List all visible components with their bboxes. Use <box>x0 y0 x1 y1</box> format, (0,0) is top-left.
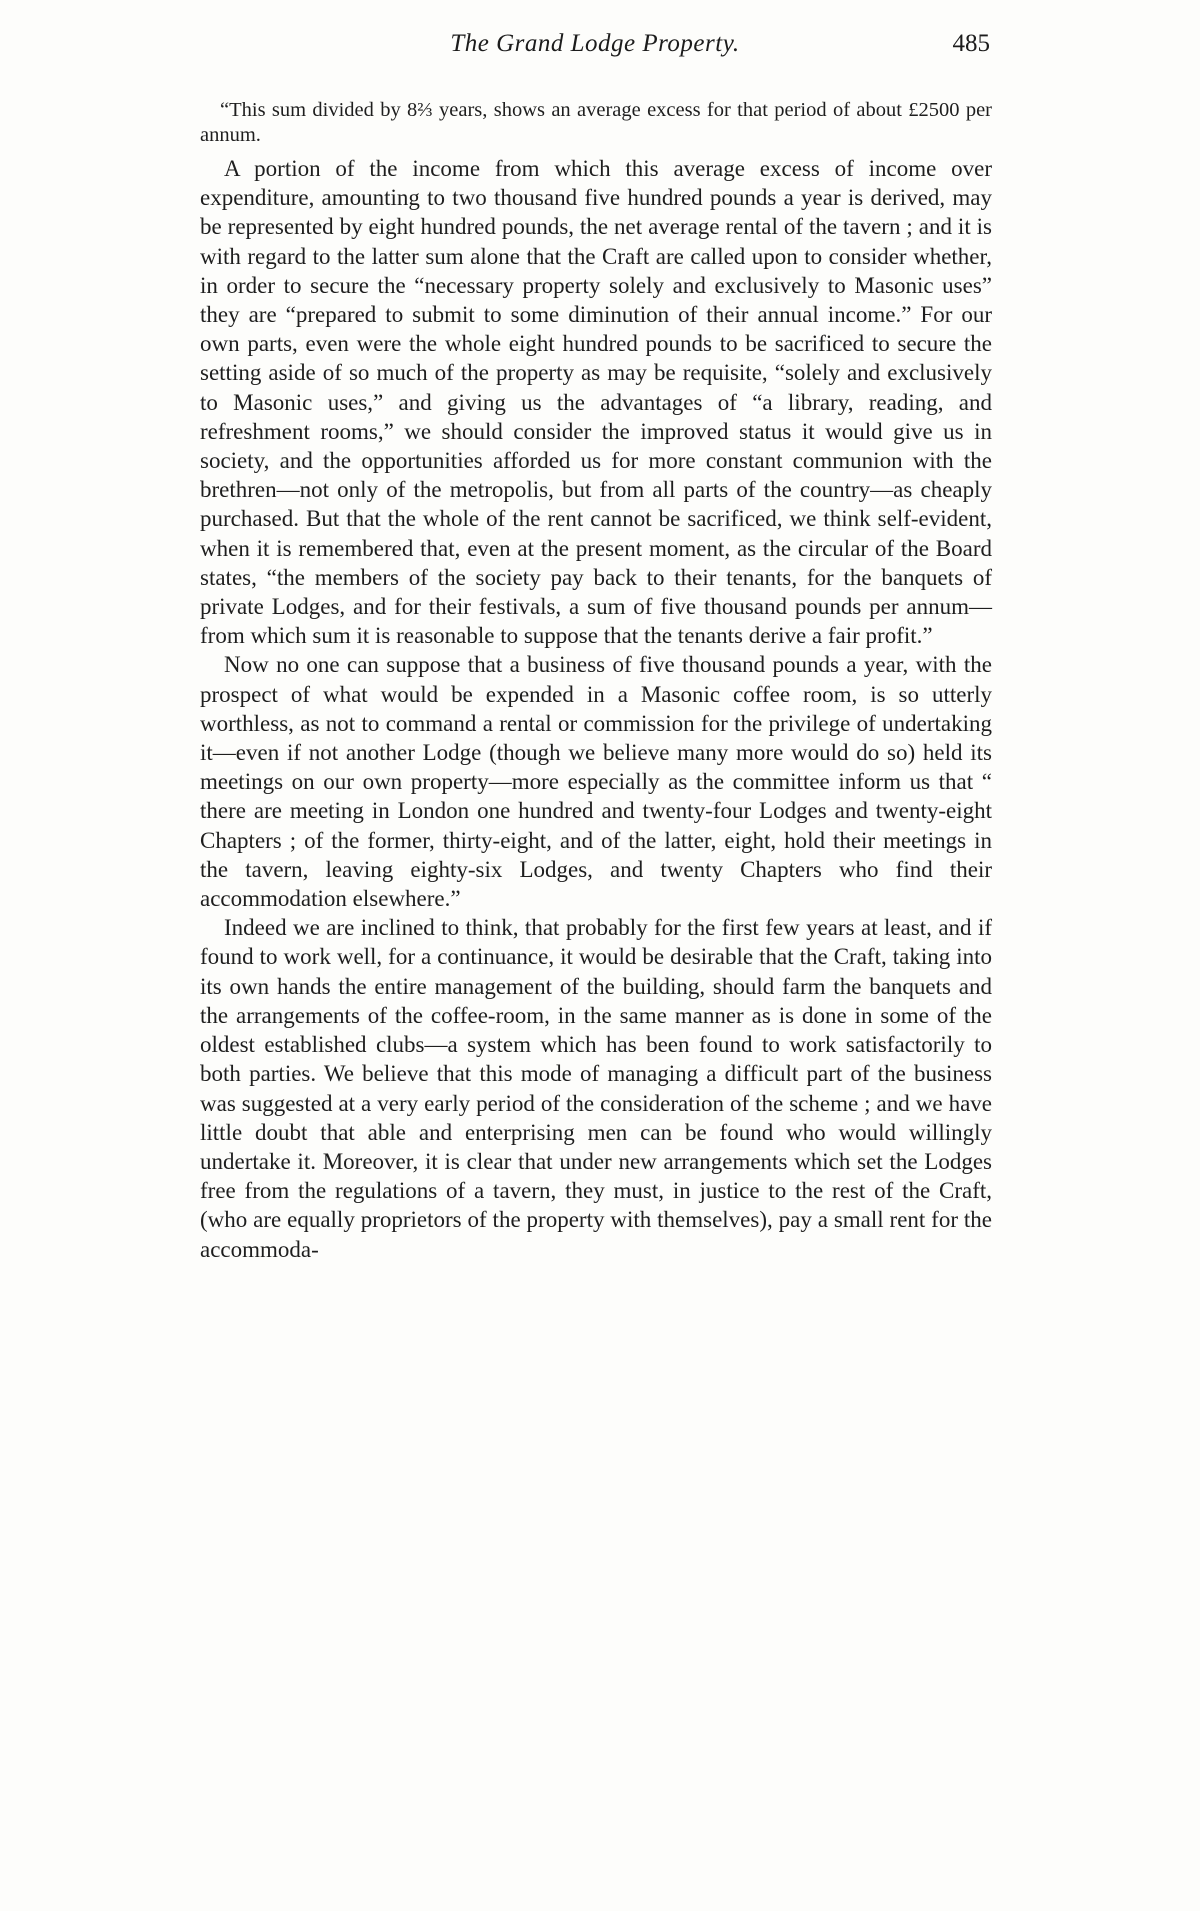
body-text <box>200 98 992 1264</box>
quoted-passage: “This sum divided by 8⅔ years, shows an average excess for that period of about £2500 per annum. <box>200 99 992 146</box>
paragraph-3: Indeed we are inclined to think, that probably for the first few years at least, and if found to work well, for a continuance, it would be desirable that the Craft, taking into its own hands the entire management of the building, should farm the banquets and the arrangements of the coffee-room, in the same manner as is done in some of the oldest established clubs—a system which has been found to work satisfactorily to both parties. We believe that this mode of managing a difficult part of the business was suggested at a very early period of the consideration of the scheme ; and we have little doubt that able and enterprising men can be found who would willingly undertake it. Moreover, it is clear that under new arrangements which set the Lodges free from the regulations of a tavern, they must, in justice to the rest of the Craft, (who are equally proprietors of the property with themselves), pay a small rent for the accommoda- <box>200 915 992 1262</box>
paragraph-1: A portion of the income from which this average excess of income over expenditure, amounting to two thousand five hundred pounds a year is derived, may be represented by eight hundred pounds, the net average rental of the tavern ; and it is with regard to the latter sum alone that the Craft are called upon to consider whether, in order to secure the “necessary property solely and exclusively to Masonic uses” they are “prepared to submit to some diminution of their annual income.” For our own parts, even were the whole eight hundred pounds to be sacrificed to secure the setting aside of so much of the property as may be requisite, “solely and exclusively to Masonic uses,” and giving us the advantages of “a library, reading, and refreshment rooms,” we should consider the improved status it would give us in society, and the opportunities afforded us for more constant communion with the brethren—not only of the metropolis, but from all parts of the country—as cheaply purchased. But that the whole of the rent cannot be sacrificed, we think self-evident, when it is remembered that, even at the present moment, as the circular of the Board states, “the members of the society pay back to their tenants, for the banquets of private Lodges, and for their festivals, a sum of five thousand pounds per annum—from which sum it is reasonable to suppose that the tenants derive a fair profit.” <box>200 156 992 649</box>
page-header <box>200 30 990 70</box>
paragraph-2: Now no one can suppose that a business of five thousand pounds a year, with the prospect of what would be expended in a Masonic coffee room, is so utterly worthless, as not to command a rental or commission for the privilege of undertaking it—even if not another Lodge (though we believe many more would do so) held its meetings on our own property—more especially as the committee inform us that “ there are meeting in London one hundred and twenty-four Lodges and twenty-eight Chapters ; of the former, thirty-eight, and of the latter, eight, hold their meetings in the tavern, leaving eighty-six Lodges, and twenty Chapters who find their accommodation elsewhere.” <box>200 652 992 912</box>
page-number: 485 <box>952 30 990 57</box>
running-title: The Grand Lodge Property. <box>450 30 740 57</box>
